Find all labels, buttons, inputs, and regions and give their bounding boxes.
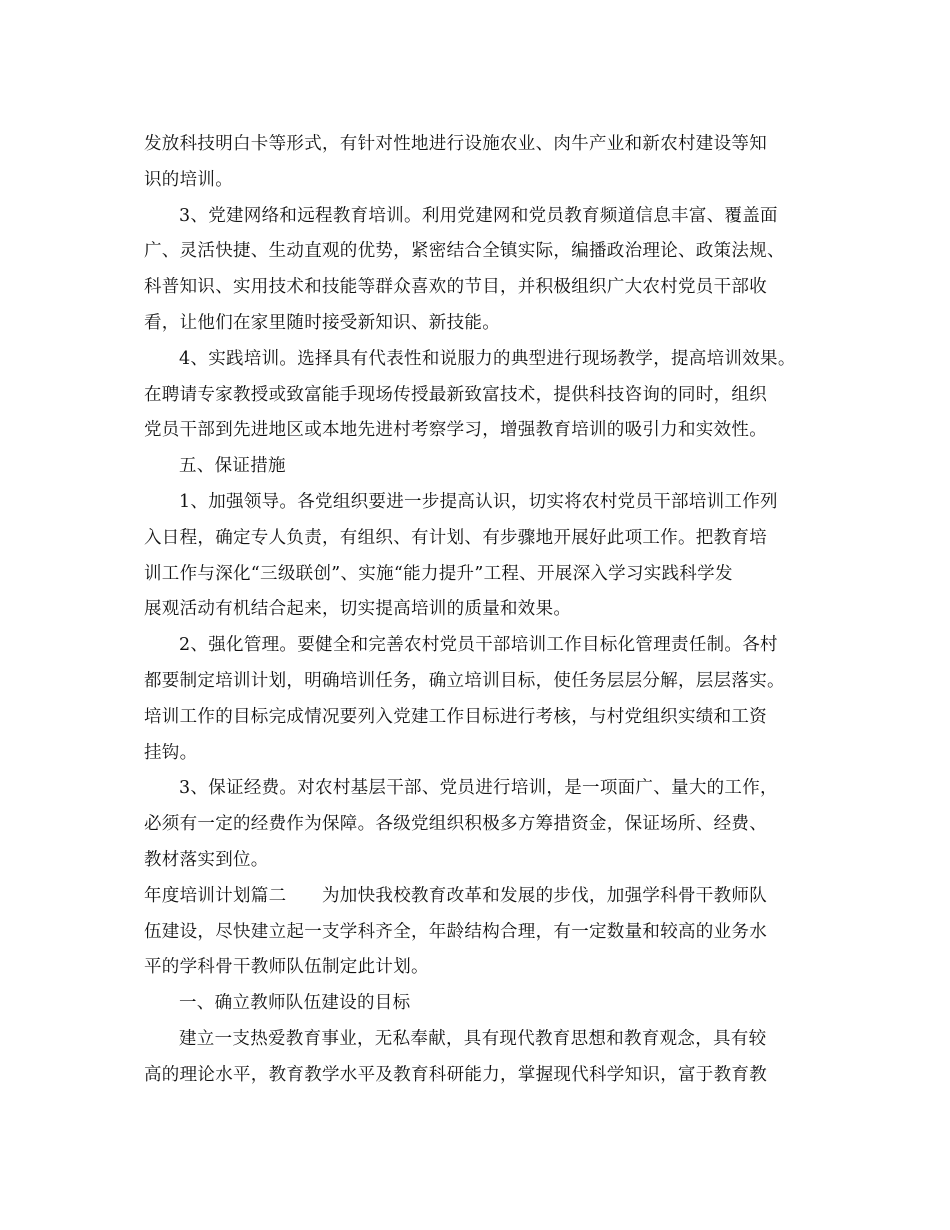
text-line: 年度培训计划篇二 为加快我校教育改革和发展的步伐，加强学科骨干教师队 bbox=[144, 885, 767, 906]
text-line: 4、实践培训。选择具有代表性和说服力的典型进行现场教学，提高培训效果。 bbox=[179, 348, 796, 369]
document-body bbox=[144, 127, 834, 1094]
text-line: 1、加强领导。各党组织要进一步提高认识，切实将农村党员干部培训工作列 bbox=[179, 491, 778, 512]
text-line: 识的培训。 bbox=[144, 169, 233, 190]
text-line: 必须有一定的经费作为保障。各级党组织积极多方筹措资金，保证场所、经费、 bbox=[144, 814, 767, 835]
text-line: 一、确立教师队伍建设的目标 bbox=[179, 993, 411, 1014]
text-line: 伍建设，尽快建立起一支学科齐全，年龄结构合理，有一定数量和较高的业务水 bbox=[144, 921, 767, 942]
text-line: 入日程，确定专人负责，有组织、有计划、有步骤地开展好此项工作。把教育培 bbox=[144, 527, 767, 548]
text-line: 发放科技明白卡等形式，有针对性地进行设施农业、肉牛产业和新农村建设等知 bbox=[144, 134, 767, 154]
text-line: 高的理论水平，教育教学水平及教育科研能力，掌握现代科学知识，富于教育教 bbox=[144, 1064, 767, 1085]
text-line: 广、灵活快捷、生动直观的优势，紧密结合全镇实际，编播政治理论、政策法规、 bbox=[144, 241, 785, 262]
text-line: 2、强化管理。要健全和完善农村党员干部培训工作目标化管理责任制。各村 bbox=[179, 635, 778, 656]
text-line: 在聘请专家教授或致富能手现场传授最新致富技术，提供科技咨询的同时，组织 bbox=[144, 384, 767, 405]
text-line: 挂钩。 bbox=[144, 742, 198, 763]
text-line: 建立一支热爱教育事业，无私奉献，具有现代教育思想和教育观念，具有较 bbox=[179, 1028, 767, 1049]
text-line: 3、保证经费。对农村基层干部、党员进行培训，是一项面广、量大的工作， bbox=[179, 778, 778, 799]
text-line: 训工作与深化“三级联创”、实施“能力提升”工程、开展深入学习实践科学发 bbox=[144, 563, 733, 584]
text-line: 看，让他们在家里随时接受新知识、新技能。 bbox=[144, 312, 500, 333]
text-line: 3、党建网络和远程教育培训。利用党建网和党员教育频道信息丰富、覆盖面 bbox=[179, 205, 778, 226]
text-line: 党员干部到先进地区或本地先进村考察学习，增强教育培训的吸引力和实效性。 bbox=[144, 420, 767, 441]
text-line: 五、保证措施 bbox=[179, 456, 286, 477]
text-line: 展观活动有机结合起来，切实提高培训的质量和效果。 bbox=[144, 599, 572, 620]
text-line: 培训工作的目标完成情况要列入党建工作目标进行考核，与村党组织实绩和工资 bbox=[144, 706, 767, 727]
text-line: 教材落实到位。 bbox=[144, 849, 269, 870]
text-line: 科普知识、实用技术和技能等群众喜欢的节目，并积极组织广大农村党员干部收 bbox=[144, 277, 767, 298]
text-line: 都要制定培训计划，明确培训任务，确立培训目标，使任务层层分解，层层落实。 bbox=[144, 670, 785, 691]
text-line: 平的学科骨干教师队伍制定此计划。 bbox=[144, 957, 429, 978]
